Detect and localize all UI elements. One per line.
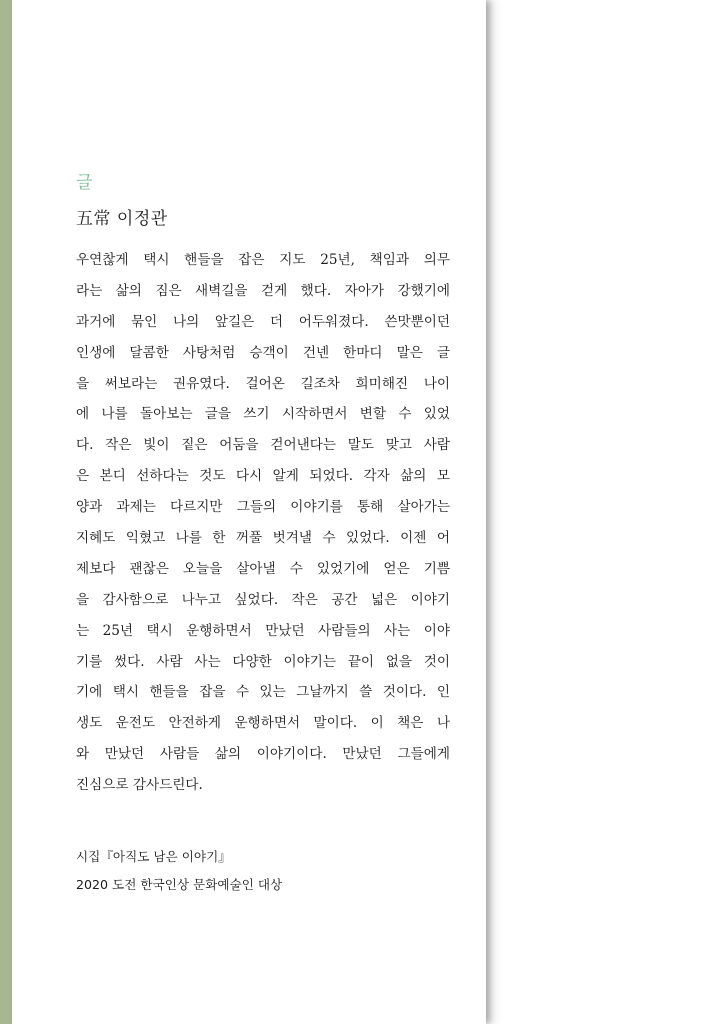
body-line: 다. 작은 빛이 짙은 어둠을 걷어낸다는 말도 맞고 사람 — [76, 437, 450, 454]
body-line: 와 만났던 사람들 삶의 이야기이다. 만났던 그들에게 — [76, 746, 450, 763]
green-spine-bar — [0, 0, 12, 1024]
section-label: 글 — [76, 173, 93, 193]
body-line: 제보다 괜찮은 오늘을 살아낼 수 있었기에 얻은 기쁨 — [76, 560, 450, 577]
body-line: 양과 과제는 다르지만 그들의 이야기를 통해 살아가는 — [76, 499, 450, 516]
body-line: 에 나를 돌아보는 글을 쓰기 시작하면서 변할 수 있었 — [76, 406, 450, 423]
credit-award: 2020 도전 한국인상 문화예술인 대상 — [76, 877, 283, 892]
body-line: 우연찮게 택시 핸들을 잡은 지도 25년, 책임과 의무 — [76, 252, 450, 268]
body-line: 지혜도 익혔고 나를 한 꺼풀 벗겨낼 수 있었다. 이젠 어 — [76, 530, 450, 547]
body-line: 과거에 묶인 나의 앞길은 더 어두워졌다. 쓴맛뿐이던 — [76, 313, 450, 330]
body-line: 기에 택시 핸들을 잡을 수 있는 그날까지 쓸 것이다. 인 — [76, 684, 450, 701]
body-line: 는 25년 택시 운행하면서 만났던 사람들의 사는 이야 — [76, 622, 450, 639]
body-line: 생도 운전도 안전하게 운행하면서 말이다. 이 책은 나 — [76, 715, 450, 732]
author-credits — [76, 843, 282, 899]
body-line: 기를 썼다. 사람 사는 다양한 이야기는 끝이 없을 것이 — [76, 653, 450, 670]
body-line: 라는 삶의 짐은 새벽길을 걷게 했다. 자아가 강했기에 — [76, 282, 450, 299]
body-line: 을 감사함으로 나누고 싶었다. 작은 공간 넓은 이야기 — [76, 591, 450, 608]
author-name: 五常 이정관 — [76, 209, 168, 229]
body-line: 을 써보라는 권유였다. 걸어온 길조차 희미해진 나이 — [76, 375, 450, 392]
author-note-body — [76, 245, 450, 801]
body-line: 인생에 달콤한 사탕처럼 승객이 건넨 한마디 말은 글 — [76, 344, 450, 361]
body-line: 은 본디 선하다는 것도 다시 알게 되었다. 각자 삶의 모 — [76, 468, 450, 485]
book-page — [12, 0, 486, 1024]
credit-poetry-collection: 시집『아직도 남은 이야기』 — [76, 849, 231, 864]
body-line-last: 진심으로 감사드린다. — [76, 777, 203, 794]
